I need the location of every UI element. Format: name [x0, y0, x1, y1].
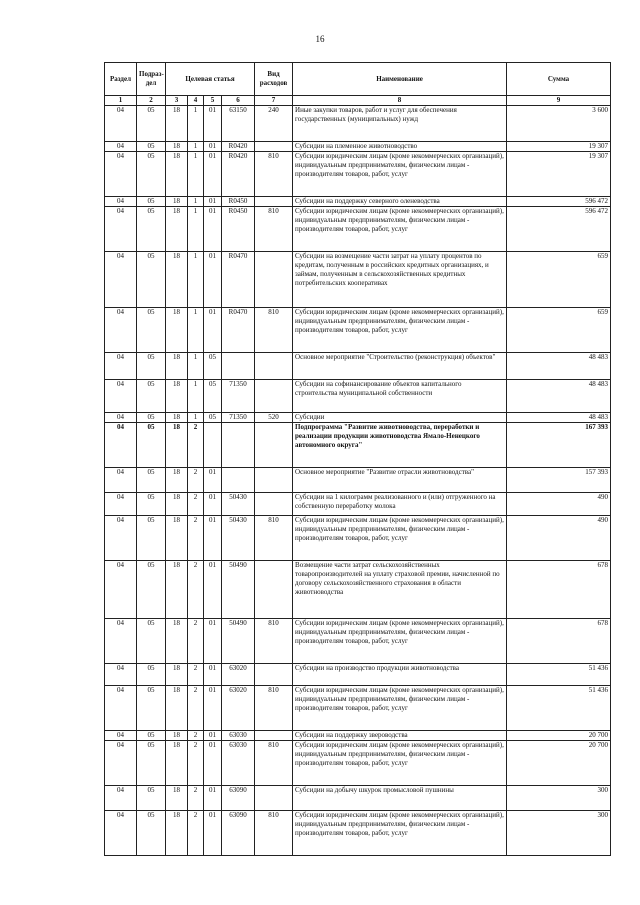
event-code-cell [204, 423, 222, 468]
program-code-cell: 18 [166, 493, 188, 516]
direction-code-cell: 50430 [222, 516, 255, 561]
expense-type-cell: 810 [255, 152, 293, 197]
sum-cell: 300 [507, 811, 611, 856]
podrazdel-cell: 05 [137, 380, 166, 413]
direction-code-cell: R0420 [222, 142, 255, 152]
column-number: 1 [105, 96, 137, 106]
razdel-cell: 04 [105, 142, 137, 152]
podrazdel-cell: 05 [137, 413, 166, 423]
event-code-cell: 01 [204, 619, 222, 664]
header-razdel: Раздел [105, 63, 137, 96]
podrazdel-cell: 05 [137, 252, 166, 308]
direction-code-cell: 50430 [222, 493, 255, 516]
table-row [105, 353, 611, 380]
event-code-cell: 01 [204, 252, 222, 308]
column-number-row [105, 96, 611, 106]
podrazdel-cell: 05 [137, 308, 166, 353]
event-code-cell: 01 [204, 493, 222, 516]
subprogram-code-cell: 1 [188, 380, 204, 413]
table-row [105, 308, 611, 353]
direction-code-cell: 63030 [222, 741, 255, 786]
razdel-cell: 04 [105, 516, 137, 561]
item-name-cell: Субсидии на поддержку звероводства [293, 731, 507, 741]
table-row [105, 664, 611, 686]
table-row [105, 619, 611, 664]
subprogram-code-cell: 1 [188, 142, 204, 152]
event-code-cell: 01 [204, 142, 222, 152]
subprogram-code-cell: 1 [188, 197, 204, 207]
item-name-cell: Субсидии на поддержку северного оленеводства [293, 197, 507, 207]
table-row [105, 686, 611, 731]
program-code-cell: 18 [166, 619, 188, 664]
razdel-cell: 04 [105, 686, 137, 731]
subprogram-code-cell: 2 [188, 516, 204, 561]
sum-cell: 3 600 [507, 106, 611, 142]
header-name: Наименование [293, 63, 507, 96]
expense-type-cell: 520 [255, 413, 293, 423]
podrazdel-cell: 05 [137, 152, 166, 197]
event-code-cell: 01 [204, 561, 222, 619]
expense-type-cell [255, 664, 293, 686]
sum-cell: 48 483 [507, 353, 611, 380]
event-code-cell: 01 [204, 197, 222, 207]
event-code-cell: 01 [204, 731, 222, 741]
direction-code-cell [222, 468, 255, 493]
razdel-cell: 04 [105, 561, 137, 619]
budget-table [104, 62, 611, 856]
subprogram-code-cell: 1 [188, 353, 204, 380]
razdel-cell: 04 [105, 741, 137, 786]
podrazdel-cell: 05 [137, 786, 166, 811]
direction-code-cell: 63030 [222, 731, 255, 741]
sum-cell: 51 436 [507, 664, 611, 686]
event-code-cell: 05 [204, 380, 222, 413]
podrazdel-cell: 05 [137, 561, 166, 619]
table-row [105, 811, 611, 856]
razdel-cell: 04 [105, 786, 137, 811]
page-number: 16 [315, 34, 325, 44]
program-code-cell: 18 [166, 516, 188, 561]
podrazdel-cell: 05 [137, 197, 166, 207]
item-name-cell: Основное мероприятие "Строительство (реконструкция) объектов" [293, 353, 507, 380]
column-number: 4 [188, 96, 204, 106]
direction-code-cell: 63090 [222, 786, 255, 811]
item-name-cell: Субсидии юридическим лицам (кроме некоммерческих организаций), индивидуальным предпринимателям, физическим лицам - производителям товаров, работ, услуг [293, 686, 507, 731]
subprogram-code-cell: 2 [188, 731, 204, 741]
item-name-cell: Субсидии юридическим лицам (кроме некоммерческих организаций), индивидуальным предпринимателям, физическим лицам - производителям товаров, работ, услуг [293, 152, 507, 197]
direction-code-cell: 63020 [222, 686, 255, 731]
event-code-cell: 01 [204, 468, 222, 493]
header-podrazdel: Подраз-дел [137, 63, 166, 96]
table-row [105, 106, 611, 142]
table-row [105, 516, 611, 561]
program-code-cell: 18 [166, 741, 188, 786]
program-code-cell: 18 [166, 686, 188, 731]
item-name-cell: Субсидии юридическим лицам (кроме некоммерческих организаций), индивидуальным предпринимателям, физическим лицам - производителям товаров, работ, услуг [293, 811, 507, 856]
program-code-cell: 18 [166, 142, 188, 152]
header-row [105, 63, 611, 96]
sum-cell: 20 700 [507, 741, 611, 786]
expense-type-cell [255, 468, 293, 493]
sum-cell: 659 [507, 252, 611, 308]
event-code-cell: 01 [204, 686, 222, 731]
expense-type-cell: 810 [255, 308, 293, 353]
event-code-cell: 01 [204, 516, 222, 561]
sum-cell: 659 [507, 308, 611, 353]
expense-type-cell [255, 197, 293, 207]
expense-type-cell: 810 [255, 811, 293, 856]
column-number: 8 [293, 96, 507, 106]
podrazdel-cell: 05 [137, 493, 166, 516]
program-code-cell: 18 [166, 152, 188, 197]
table-row [105, 380, 611, 413]
column-number: 7 [255, 96, 293, 106]
item-name-cell: Субсидии юридическим лицам (кроме некоммерческих организаций), индивидуальным предпринимателям, физическим лицам - производителям товаров, работ, услуг [293, 741, 507, 786]
item-name-cell: Подпрограмма "Развитие животноводства, переработки и реализации продукции животноводства Ямало-Ненецкого автономного округа" [293, 423, 507, 468]
subprogram-code-cell: 2 [188, 741, 204, 786]
direction-code-cell: 71350 [222, 413, 255, 423]
expense-type-cell: 240 [255, 106, 293, 142]
event-code-cell: 01 [204, 106, 222, 142]
subprogram-code-cell: 1 [188, 413, 204, 423]
subprogram-code-cell: 2 [188, 493, 204, 516]
sum-cell: 20 700 [507, 731, 611, 741]
header-target-article: Целевая статья [166, 63, 255, 96]
subprogram-code-cell: 2 [188, 686, 204, 731]
expense-type-cell [255, 493, 293, 516]
sum-cell: 300 [507, 786, 611, 811]
item-name-cell: Основное мероприятие "Развитие отрасли животноводства" [293, 468, 507, 493]
item-name-cell: Субсидии юридическим лицам (кроме некоммерческих организаций), индивидуальным предпринимателям, физическим лицам - производителям товаров, работ, услуг [293, 207, 507, 252]
event-code-cell: 01 [204, 741, 222, 786]
expense-type-cell: 810 [255, 741, 293, 786]
column-number: 3 [166, 96, 188, 106]
table-row [105, 197, 611, 207]
sum-cell: 596 472 [507, 197, 611, 207]
podrazdel-cell: 05 [137, 731, 166, 741]
table-row [105, 731, 611, 741]
podrazdel-cell: 05 [137, 106, 166, 142]
item-name-cell: Возмещение части затрат сельскохозяйственных товаропроизводителей на уплату страховой премии, начисленной по договору сельскохозяйственного страхования в области животноводства [293, 561, 507, 619]
program-code-cell: 18 [166, 413, 188, 423]
table-row [105, 207, 611, 252]
expense-type-cell [255, 423, 293, 468]
direction-code-cell: R0450 [222, 207, 255, 252]
table-row [105, 741, 611, 786]
podrazdel-cell: 05 [137, 619, 166, 664]
sum-cell: 19 307 [507, 152, 611, 197]
expense-type-cell [255, 142, 293, 152]
item-name-cell: Субсидии юридическим лицам (кроме некоммерческих организаций), индивидуальным предпринимателям, физическим лицам - производителям товаров, работ, услуг [293, 619, 507, 664]
program-code-cell: 18 [166, 207, 188, 252]
sum-cell: 490 [507, 493, 611, 516]
column-number: 5 [204, 96, 222, 106]
razdel-cell: 04 [105, 152, 137, 197]
event-code-cell: 01 [204, 308, 222, 353]
direction-code-cell: R0420 [222, 152, 255, 197]
subprogram-code-cell: 2 [188, 468, 204, 493]
razdel-cell: 04 [105, 493, 137, 516]
subprogram-code-cell: 2 [188, 561, 204, 619]
program-code-cell: 18 [166, 811, 188, 856]
direction-code-cell [222, 423, 255, 468]
razdel-cell: 04 [105, 423, 137, 468]
razdel-cell: 04 [105, 380, 137, 413]
podrazdel-cell: 05 [137, 468, 166, 493]
direction-code-cell: 63090 [222, 811, 255, 856]
subprogram-code-cell: 2 [188, 423, 204, 468]
table-row [105, 252, 611, 308]
event-code-cell: 05 [204, 353, 222, 380]
subprogram-code-cell: 2 [188, 664, 204, 686]
expense-type-cell [255, 561, 293, 619]
event-code-cell: 01 [204, 152, 222, 197]
expense-type-cell [255, 353, 293, 380]
subprogram-code-cell: 2 [188, 619, 204, 664]
sum-cell: 19 307 [507, 142, 611, 152]
table-row [105, 152, 611, 197]
subprogram-code-cell: 1 [188, 207, 204, 252]
table-body [105, 106, 611, 856]
table-row [105, 493, 611, 516]
razdel-cell: 04 [105, 664, 137, 686]
razdel-cell: 04 [105, 413, 137, 423]
direction-code-cell: R0470 [222, 252, 255, 308]
item-name-cell: Субсидии юридическим лицам (кроме некоммерческих организаций), индивидуальным предпринимателям, физическим лицам - производителям товаров, работ, услуг [293, 516, 507, 561]
program-code-cell: 18 [166, 423, 188, 468]
event-code-cell: 01 [204, 664, 222, 686]
subprogram-code-cell: 1 [188, 252, 204, 308]
subprogram-code-cell: 2 [188, 811, 204, 856]
event-code-cell: 01 [204, 811, 222, 856]
item-name-cell: Субсидии на добычу шкурок промысловой пушнины [293, 786, 507, 811]
subprogram-code-cell: 1 [188, 308, 204, 353]
program-code-cell: 18 [166, 786, 188, 811]
item-name-cell: Иные закупки товаров, работ и услуг для обеспечения государственных (муниципальных) нужд [293, 106, 507, 142]
razdel-cell: 04 [105, 731, 137, 741]
sum-cell: 157 393 [507, 468, 611, 493]
direction-code-cell: 50490 [222, 561, 255, 619]
direction-code-cell [222, 353, 255, 380]
program-code-cell: 18 [166, 197, 188, 207]
subprogram-code-cell: 1 [188, 152, 204, 197]
sum-cell: 51 436 [507, 686, 611, 731]
item-name-cell: Субсидии на возмещение части затрат на уплату процентов по кредитам, полученным в российских кредитных организациях, и займам, полученным в сельскохозяйственных кредитных потребительских кооперативах [293, 252, 507, 308]
program-code-cell: 18 [166, 106, 188, 142]
table-row [105, 468, 611, 493]
item-name-cell: Субсидии на софинансирование объектов капитального строительства муниципальной собственности [293, 380, 507, 413]
direction-code-cell: 63020 [222, 664, 255, 686]
program-code-cell: 18 [166, 468, 188, 493]
podrazdel-cell: 05 [137, 686, 166, 731]
column-number: 9 [507, 96, 611, 106]
program-code-cell: 18 [166, 731, 188, 741]
razdel-cell: 04 [105, 811, 137, 856]
header-sum: Сумма [507, 63, 611, 96]
event-code-cell: 05 [204, 413, 222, 423]
expense-type-cell [255, 252, 293, 308]
direction-code-cell: 50490 [222, 619, 255, 664]
podrazdel-cell: 05 [137, 516, 166, 561]
item-name-cell: Субсидии на племенное животноводство [293, 142, 507, 152]
expense-type-cell [255, 786, 293, 811]
razdel-cell: 04 [105, 207, 137, 252]
podrazdel-cell: 05 [137, 207, 166, 252]
subprogram-code-cell: 2 [188, 786, 204, 811]
direction-code-cell: 71350 [222, 380, 255, 413]
event-code-cell: 01 [204, 207, 222, 252]
sum-cell: 678 [507, 619, 611, 664]
expense-type-cell: 810 [255, 619, 293, 664]
header-expense-type: Вид расходов [255, 63, 293, 96]
razdel-cell: 04 [105, 619, 137, 664]
razdel-cell: 04 [105, 197, 137, 207]
razdel-cell: 04 [105, 252, 137, 308]
podrazdel-cell: 05 [137, 741, 166, 786]
expense-type-cell [255, 380, 293, 413]
podrazdel-cell: 05 [137, 423, 166, 468]
table-row [105, 561, 611, 619]
item-name-cell: Субсидии юридическим лицам (кроме некоммерческих организаций), индивидуальным предпринимателям, физическим лицам - производителям товаров, работ, услуг [293, 308, 507, 353]
program-code-cell: 18 [166, 353, 188, 380]
table-row [105, 423, 611, 468]
direction-code-cell: R0470 [222, 308, 255, 353]
direction-code-cell: R0450 [222, 197, 255, 207]
table-row [105, 786, 611, 811]
expense-type-cell: 810 [255, 516, 293, 561]
column-number: 6 [222, 96, 255, 106]
direction-code-cell: 63150 [222, 106, 255, 142]
sum-cell: 48 483 [507, 380, 611, 413]
program-code-cell: 18 [166, 308, 188, 353]
column-number: 2 [137, 96, 166, 106]
podrazdel-cell: 05 [137, 811, 166, 856]
razdel-cell: 04 [105, 353, 137, 380]
sum-cell: 678 [507, 561, 611, 619]
expense-type-cell: 810 [255, 686, 293, 731]
razdel-cell: 04 [105, 468, 137, 493]
razdel-cell: 04 [105, 106, 137, 142]
expense-type-cell: 810 [255, 207, 293, 252]
sum-cell: 490 [507, 516, 611, 561]
event-code-cell: 01 [204, 786, 222, 811]
program-code-cell: 18 [166, 380, 188, 413]
sum-cell: 48 483 [507, 413, 611, 423]
table-row [105, 142, 611, 152]
subprogram-code-cell: 1 [188, 106, 204, 142]
sum-cell: 596 472 [507, 207, 611, 252]
expense-type-cell [255, 731, 293, 741]
podrazdel-cell: 05 [137, 353, 166, 380]
podrazdel-cell: 05 [137, 142, 166, 152]
sum-cell: 167 393 [507, 423, 611, 468]
item-name-cell: Субсидии на 1 килограмм реализованного и (или) отгруженного на собственную переработку молока [293, 493, 507, 516]
razdel-cell: 04 [105, 308, 137, 353]
item-name-cell: Субсидии [293, 413, 507, 423]
podrazdel-cell: 05 [137, 664, 166, 686]
program-code-cell: 18 [166, 664, 188, 686]
item-name-cell: Субсидии на производство продукции животноводства [293, 664, 507, 686]
program-code-cell: 18 [166, 252, 188, 308]
table-row [105, 413, 611, 423]
program-code-cell: 18 [166, 561, 188, 619]
